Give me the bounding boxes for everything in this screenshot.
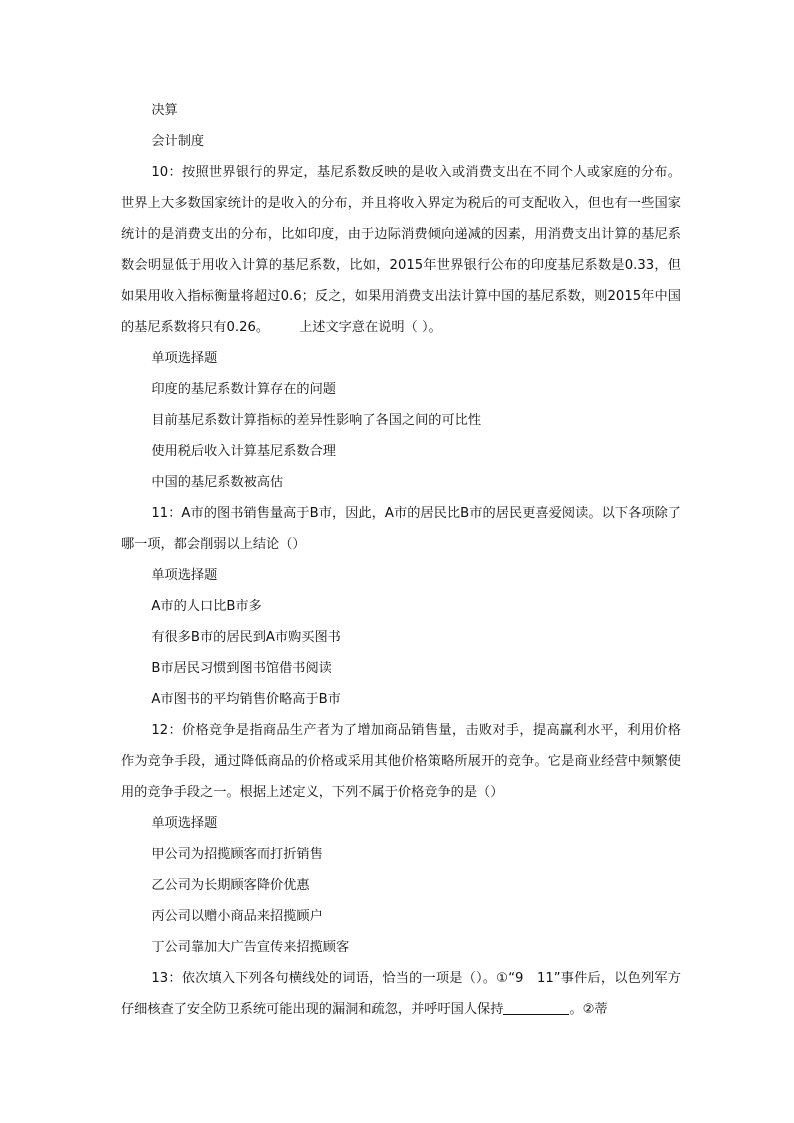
option-c: B市居民习惯到图书馆借书阅读: [151, 661, 332, 676]
question-12: 12：价格竞争是指商品生产者为了增加商品销售量，击败对手，提高赢利水平，利用价格作为竞争手段，通过降低商品的价格或采用其他价格策略所展开的竞争。它是商业经营中频繁使用的竞争手段之一。根据上述定义，下列不属于价格竞争的是（）: [121, 723, 681, 800]
option-b: 有很多B市的居民到A市购买图书: [151, 630, 341, 645]
question-type: 单项选择题: [151, 816, 218, 831]
question-10-prompt: 上述文字意在说明（ ）。: [299, 320, 442, 335]
option-text: 会计制度: [151, 134, 205, 149]
option-b: 乙公司为长期顾客降价优惠: [151, 878, 310, 893]
question-13: [121, 963, 681, 1025]
question-type: 单项选择题: [151, 568, 218, 583]
fill-in-blank: [503, 1001, 569, 1015]
option-c: 使用税后收入计算基尼系数合理: [151, 444, 336, 459]
option-b: 目前基尼系数计算指标的差异性影响了各国之间的可比性: [151, 413, 482, 428]
question-10-text: 10：按照世界银行的界定，基尼系数反映的是收入或消费支出在不同个人或家庭的分布。世界上大多数国家统计的是收入的分布，并且将收入界定为税后的可支配收入，但也有一些国家统计的是消费支出的分布，比如印度，由于边际消费倾向递减的因素，用消费支出计算的基尼系数会明显低于用收入计算的基尼系数，比如，2015年世界银行公布的印度基尼系数是0.33，但如果用收入指标衡量将超过0.6；反之，如果用消费支出法计算中国的基尼系数，则2015年中国的基尼系数将只有0.26。: [121, 165, 681, 335]
question-13-text: 13：依次填入下列各句横线处的词语，恰当的一项是（）。①“9 11”事件后，以色列军方仔细核查了安全防卫系统可能出现的漏洞和疏忽，并呼吁国人保持: [121, 971, 681, 1017]
option-c: 丙公司以赠小商品来招揽顾户: [151, 909, 323, 924]
question-type: 单项选择题: [151, 351, 218, 366]
option-a: 印度的基尼系数计算存在的问题: [151, 382, 336, 397]
option-a: 甲公司为招揽顾客而打折销售: [151, 847, 323, 862]
option-a: A市的人口比B市多: [151, 599, 262, 614]
option-d: A市图书的平均销售价略高于B市: [151, 692, 341, 707]
option-d: 丁公司靠加大广告宣传来招揽顾客: [151, 940, 350, 955]
document-body: [121, 95, 681, 1025]
question-13-continuation: 。②蒂: [569, 1002, 608, 1017]
option-text: 决算: [151, 103, 178, 118]
question-11: 11：A市的图书销售量高于B市，因此，A市的居民比B市的居民更喜爱阅读。以下各项除了哪一项，都会削弱以上结论（）: [121, 506, 681, 552]
option-d: 中国的基尼系数被高估: [151, 475, 284, 490]
question-10: [121, 157, 681, 343]
